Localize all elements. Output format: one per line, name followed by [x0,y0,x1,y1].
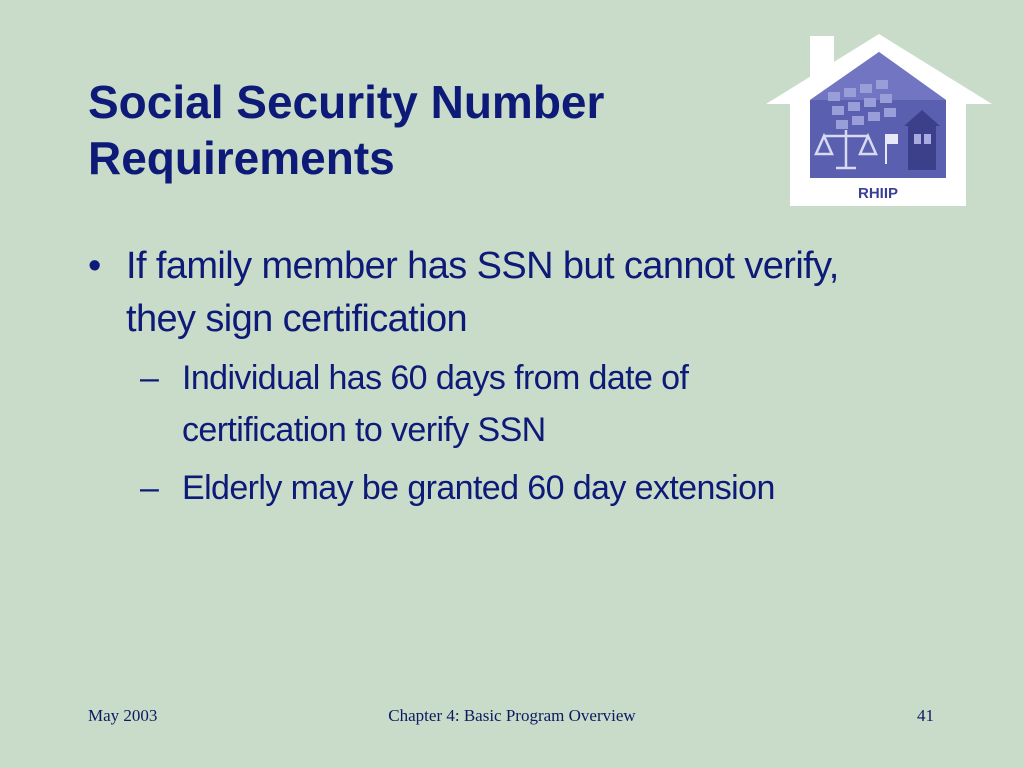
dash-symbol: – [140,469,159,507]
logo-label: RHIIP [857,185,899,202]
house-logo-icon [766,30,992,208]
bullet-symbol: • [88,245,101,287]
sub-bullet-item [136,462,948,514]
sub-bullet-list [126,352,948,514]
sub-bullet-item [136,352,948,456]
bullet-text-line-1: If family member has SSN but cannot verify, [126,245,839,287]
bullet-item [88,240,948,514]
footer-page-number: 41 [917,706,934,725]
footer-date: May 2003 [88,706,158,725]
sub-bullet-text-line-1: Individual has 60 days from date of [182,359,689,397]
sub-bullet-text-line-1: Elderly may be granted 60 day extension [182,469,775,507]
bullet-text-line-2: they sign certification [126,298,468,340]
dash-symbol: – [140,359,159,397]
sub-bullet-text-line-2: certification to verify SSN [182,411,546,449]
bullet-list [88,240,948,520]
slide-title-line-2: Requirements [88,132,395,184]
slide-title [88,74,748,186]
footer-chapter: Chapter 4: Basic Program Overview [388,706,636,725]
slide-title-line-1: Social Security Number [88,76,605,128]
